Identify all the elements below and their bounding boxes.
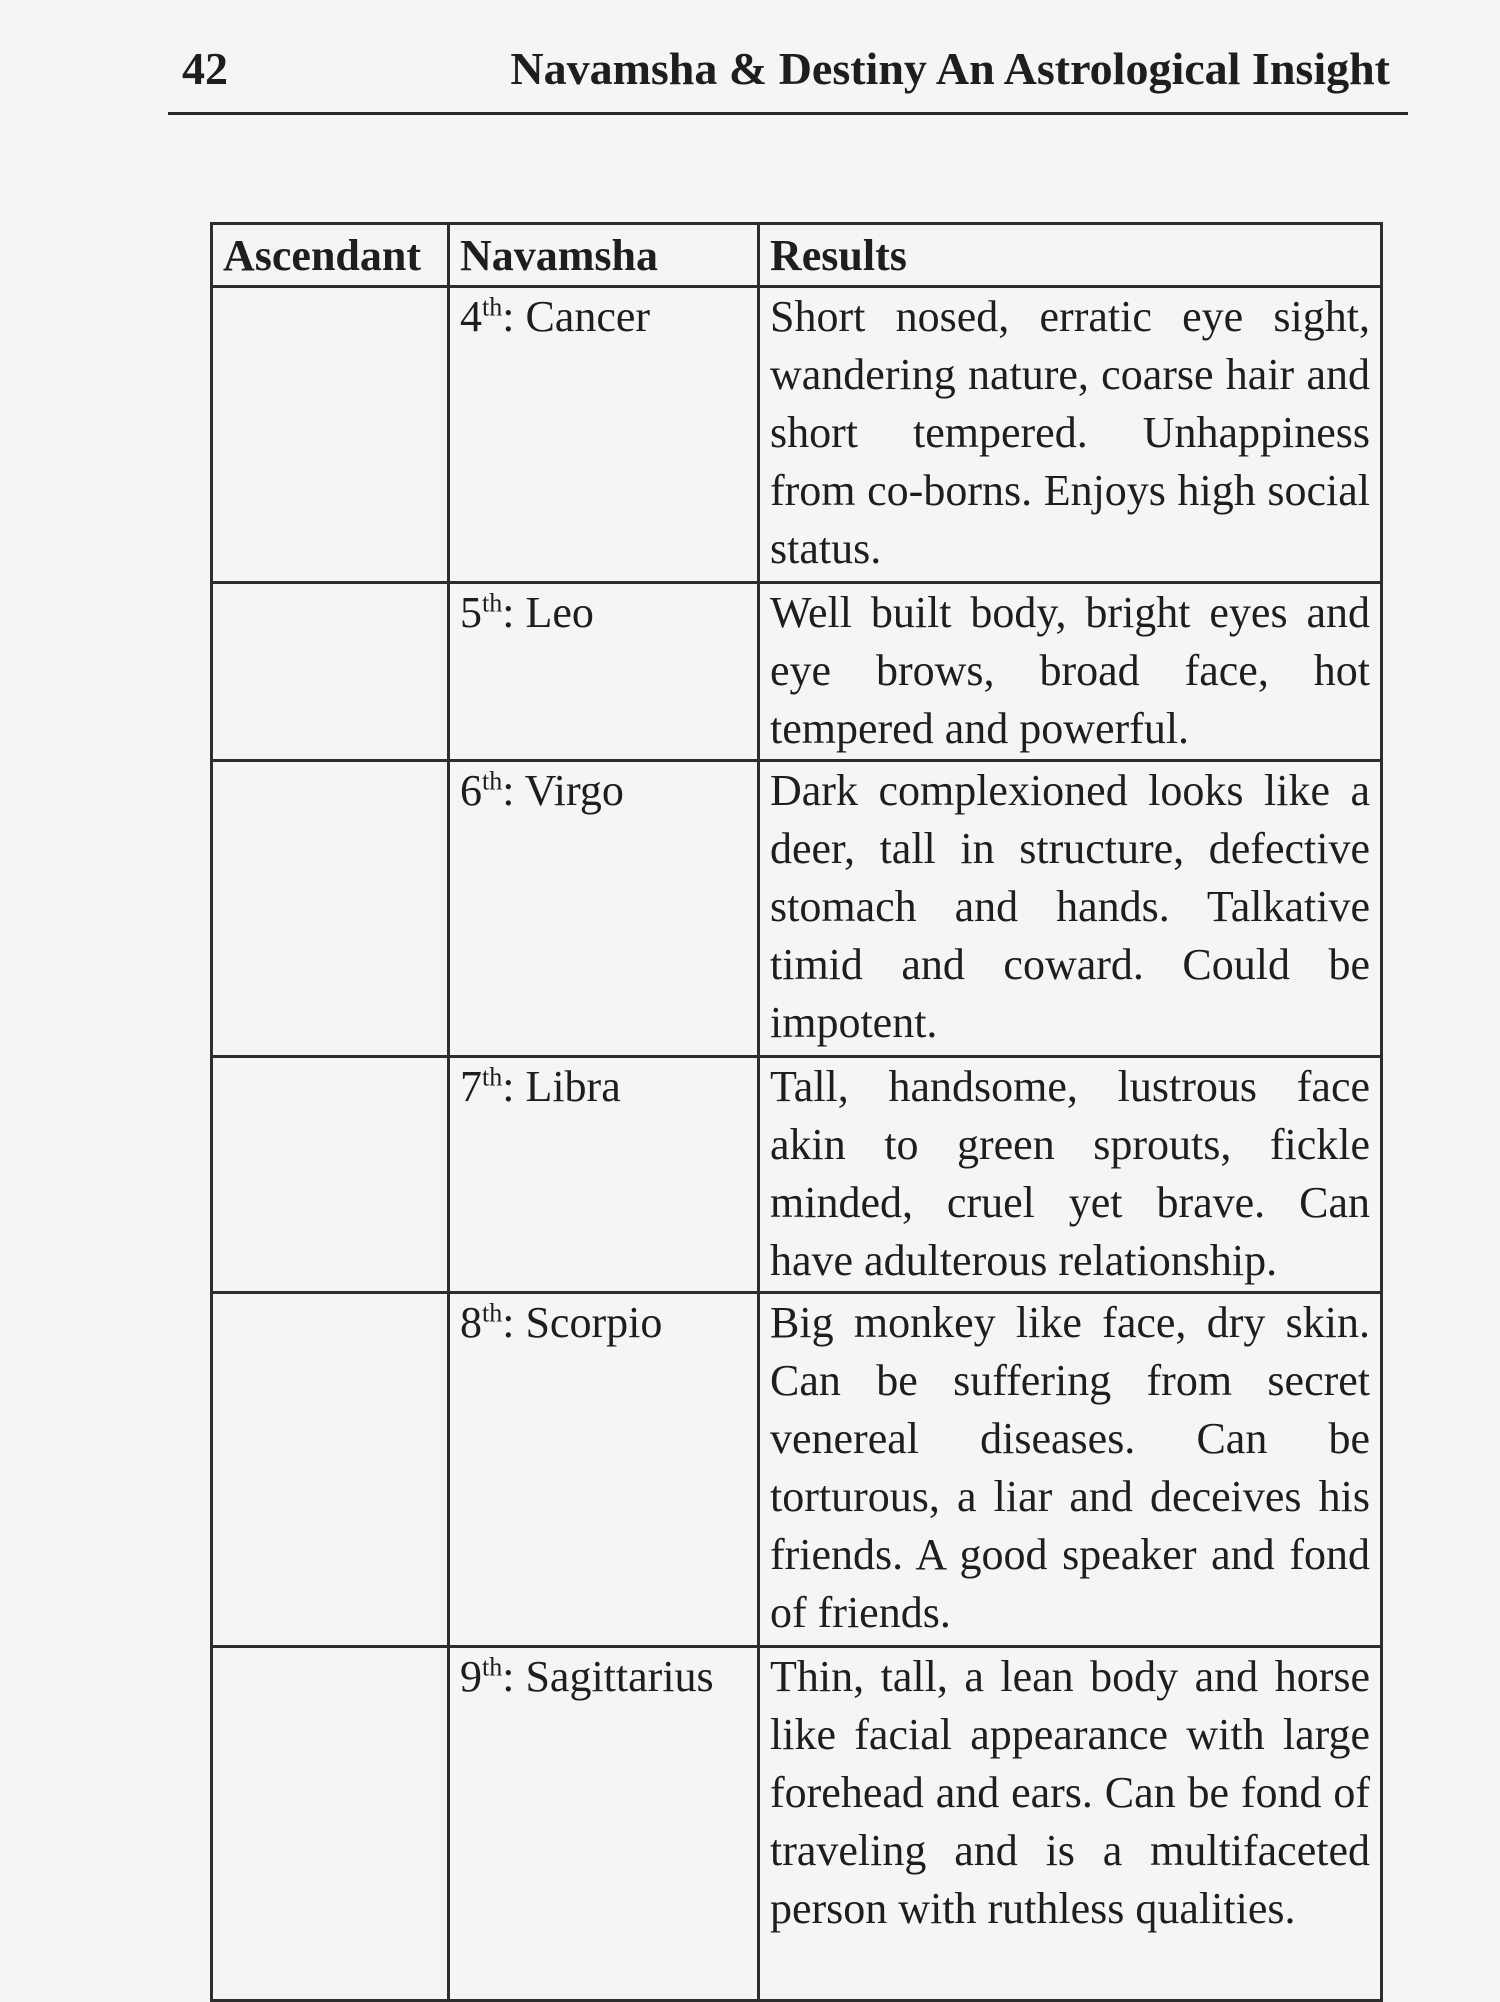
ordinal-suffix: th	[482, 1652, 503, 1682]
navamsha-sign: : Scorpio	[502, 1298, 663, 1347]
navamsha-cell	[449, 1647, 759, 2001]
column-header-ascendant: Ascendant	[212, 224, 449, 287]
ascendant-cell	[212, 1293, 449, 1647]
header-rule	[168, 112, 1408, 115]
column-header-results: Results	[759, 224, 1382, 287]
navamsha-sign: : Cancer	[502, 292, 651, 341]
results-cell: Tall, handsome, lustrous face akin to green sprouts, fickle minded, cruel yet brave. Can have adulterous relationship.	[759, 1057, 1382, 1293]
ordinal-suffix: th	[482, 1298, 503, 1328]
table-row	[212, 1293, 1382, 1647]
ascendant-cell	[212, 287, 449, 583]
table-row	[212, 1057, 1382, 1293]
column-header-navamsha: Navamsha	[449, 224, 759, 287]
navamsha-sign: : Sagittarius	[502, 1652, 714, 1701]
ordinal-suffix: th	[482, 588, 503, 618]
results-cell: Big monkey like face, dry skin. Can be suffering from secret venereal diseases. Can be torturous, a liar and deceives his friends. A good speaker and fond of friends.	[759, 1293, 1382, 1647]
navamsha-number: 8	[460, 1298, 482, 1347]
navamsha-number: 9	[460, 1652, 482, 1701]
navamsha-sign: : Virgo	[502, 766, 624, 815]
ascendant-cell	[212, 761, 449, 1057]
navamsha-sign: : Libra	[502, 1062, 621, 1111]
table-row	[212, 287, 1382, 583]
running-title: Navamsha & Destiny An Astrological Insight	[510, 43, 1390, 94]
results-cell: Short nosed, erratic eye sight, wandering nature, coarse hair and short tempered. Unhappiness from co-borns. Enjoys high social status.	[759, 287, 1382, 583]
ordinal-suffix: th	[482, 292, 503, 322]
navamsha-number: 5	[460, 588, 482, 637]
ascendant-cell	[212, 1057, 449, 1293]
navamsha-sign: : Leo	[502, 588, 594, 637]
navamsha-number: 4	[460, 292, 482, 341]
ascendant-cell	[212, 1647, 449, 2001]
ordinal-suffix: th	[482, 766, 503, 796]
navamsha-cell	[449, 761, 759, 1057]
navamsha-cell	[449, 583, 759, 761]
table-row	[212, 1647, 1382, 2001]
table-row	[212, 761, 1382, 1057]
navamsha-cell	[449, 1057, 759, 1293]
page-number: 42	[182, 43, 228, 94]
results-cell: Well built body, bright eyes and eye brows, broad face, hot tempered and powerful.	[759, 583, 1382, 761]
navamsha-cell	[449, 287, 759, 583]
navamsha-number: 6	[460, 766, 482, 815]
ascendant-cell	[212, 583, 449, 761]
results-cell: Dark complexioned looks like a deer, tall in structure, defective stomach and hands. Talkative timid and coward. Could be impotent.	[759, 761, 1382, 1057]
table-header-row	[212, 224, 1382, 287]
results-cell: Thin, tall, a lean body and horse like facial appearance with large forehead and ears. Can be fond of traveling and is a multifaceted person with ruthless qualities.	[759, 1647, 1382, 2001]
table-row	[212, 583, 1382, 761]
ordinal-suffix: th	[482, 1062, 503, 1092]
navamsha-results-table	[210, 222, 1383, 2002]
navamsha-number: 7	[460, 1062, 482, 1111]
navamsha-cell	[449, 1293, 759, 1647]
